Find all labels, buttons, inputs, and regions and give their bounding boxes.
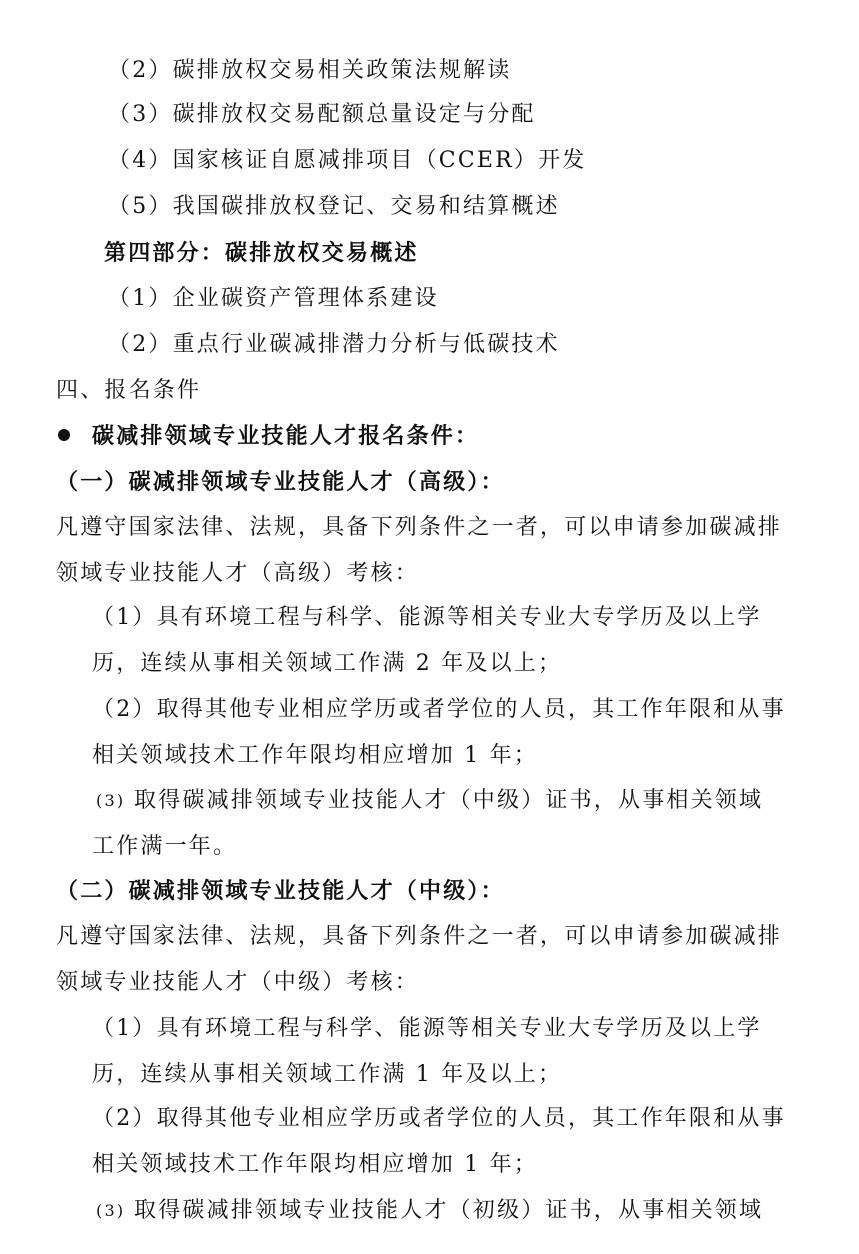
senior-item3-marker: (3) [96, 791, 126, 810]
senior-intro-line1: 凡遵守国家法律、法规，具备下列条件之一者，可以申请参加碳减排 [56, 515, 783, 540]
senior-heading: （一）碳减排领域专业技能人才（高级）： [56, 469, 505, 495]
intermediate-item1-line1: （1）具有环境工程与科学、能源等相关专业大专学历及以上学 [92, 1016, 762, 1041]
intermediate-item2-line1: （2）取得其他专业相应学历或者学位的人员，其工作年限和从事 [92, 1106, 786, 1131]
senior-item2-line1: （2）取得其他专业相应学历或者学位的人员，其工作年限和从事 [92, 697, 786, 722]
part3-item-5: （5）我国碳排放权登记、交易和结算概述 [108, 194, 560, 219]
part4-item-2: （2）重点行业碳减排潜力分析与低碳技术 [108, 332, 560, 357]
intermediate-heading: （二）碳减排领域专业技能人才（中级）： [56, 878, 505, 904]
part3-item-4: （4）国家核证自愿减排项目（CCER）开发 [108, 148, 587, 173]
intermediate-item3-marker: (3) [96, 1201, 126, 1220]
senior-item2-line2: 相关领域技术工作年限均相应增加 1 年； [92, 743, 538, 768]
part3-item-3: （3）碳排放权交易配额总量设定与分配 [108, 102, 536, 127]
intermediate-intro-line1: 凡遵守国家法律、法规，具备下列条件之一者，可以申请参加碳减排 [56, 924, 783, 949]
intermediate-intro-line2: 领域专业技能人才（中级）考核： [56, 970, 420, 995]
senior-item3-line1: 取得碳减排领域专业技能人才（中级）证书，从事相关领域 [134, 788, 764, 813]
intermediate-item2-line2: 相关领域技术工作年限均相应增加 1 年； [92, 1152, 538, 1177]
part4-heading: 第四部分：碳排放权交易概述 [104, 240, 419, 266]
bullet-dot [58, 429, 70, 441]
senior-item1-line2: 历，连续从事相关领域工作满 2 年及以上； [92, 651, 563, 676]
intermediate-item1-line2: 历，连续从事相关领域工作满 1 年及以上； [92, 1062, 563, 1087]
section4-heading: 四、报名条件 [56, 378, 202, 403]
bullet-heading: 碳减排领域专业技能人才报名条件： [92, 423, 480, 449]
senior-item3-line2: 工作满一年。 [92, 834, 238, 859]
senior-intro-line2: 领域专业技能人才（高级）考核： [56, 561, 420, 586]
senior-item1-line1: （1）具有环境工程与科学、能源等相关专业大专学历及以上学 [92, 605, 762, 630]
intermediate-item3-line1: 取得碳减排领域专业技能人才（初级）证书，从事相关领域 [134, 1198, 764, 1223]
part3-item-2: （2）碳排放权交易相关政策法规解读 [108, 58, 512, 83]
part4-item-1: （1）企业碳资产管理体系建设 [108, 286, 439, 311]
